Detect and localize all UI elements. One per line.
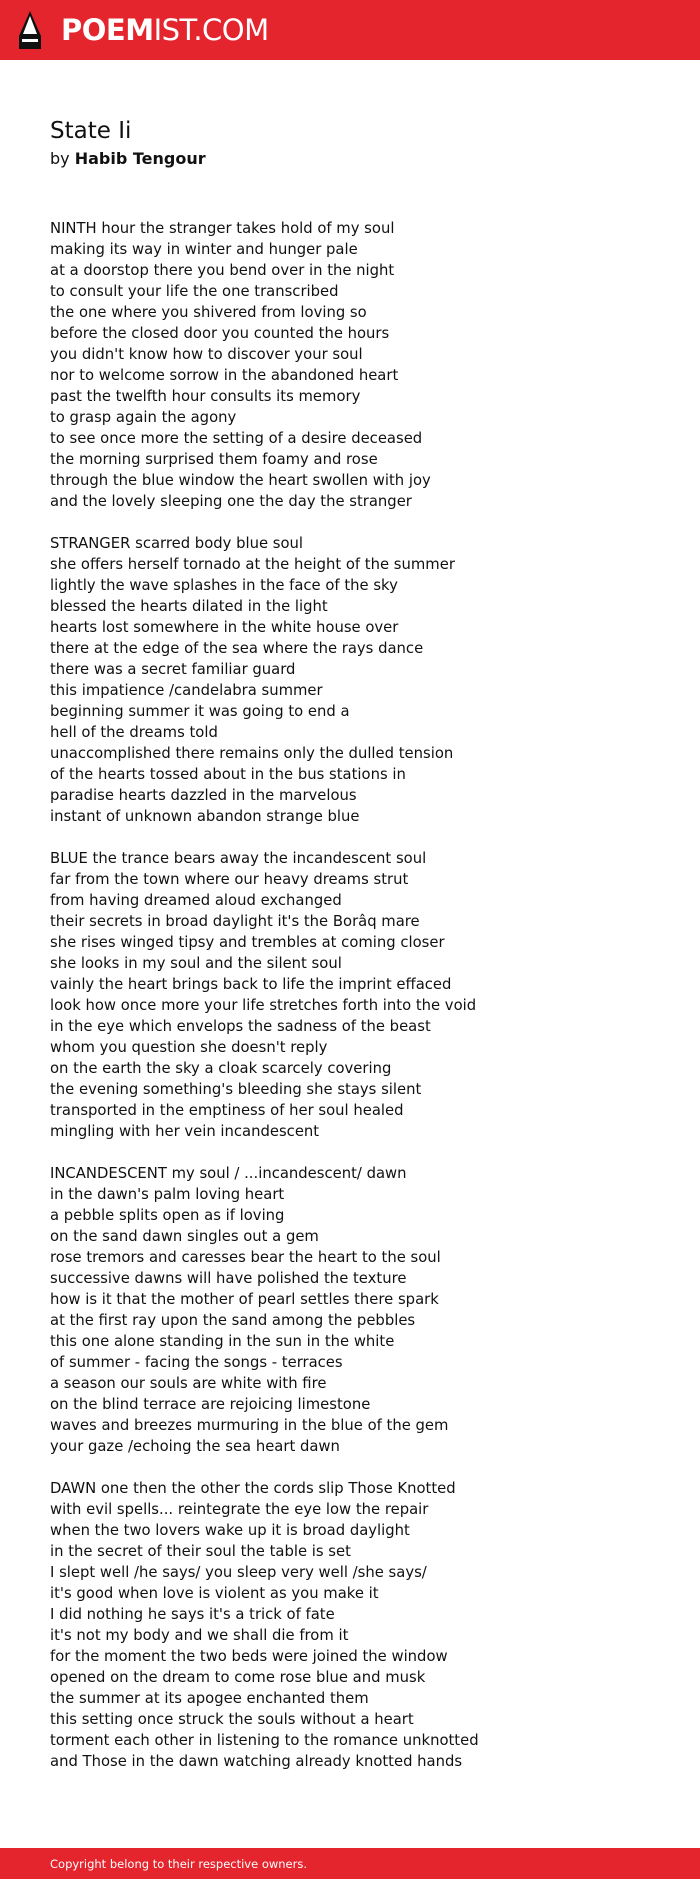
- poem-line: look how once more your life stretches forth into the void: [50, 997, 477, 1014]
- by-label: by: [50, 149, 70, 168]
- poem-line: for the moment the two beds were joined the window: [50, 1648, 448, 1665]
- poem-line: I did nothing he says it's a trick of fate: [50, 1606, 335, 1623]
- poem-line: and the lovely sleeping one the day the stranger: [50, 493, 412, 510]
- poem-stanza: [50, 1163, 670, 1457]
- poem-line: at a doorstop there you bend over in the night: [50, 262, 395, 279]
- poem-line: on the blind terrace are rejoicing limestone: [50, 1396, 371, 1413]
- poem-line: their secrets in broad daylight it's the Borâq mare: [50, 913, 420, 930]
- poem-line: she offers herself tornado at the height of the summer: [50, 556, 455, 573]
- poem-line: torment each other in listening to the romance unknotted: [50, 1732, 479, 1749]
- poem-line: to see once more the setting of a desire deceased: [50, 430, 423, 447]
- pen-nib-icon[interactable]: [18, 10, 42, 50]
- poem-line: I slept well /he says/ you sleep very well /she says/: [50, 1564, 427, 1581]
- poem-line: transported in the emptiness of her soul healed: [50, 1102, 404, 1119]
- poem-line: before the closed door you counted the hours: [50, 325, 390, 342]
- poem-line: paradise hearts dazzled in the marvelous: [50, 787, 357, 804]
- poem-line: on the sand dawn singles out a gem: [50, 1228, 319, 1245]
- poem-line: and Those in the dawn watching already knotted hands: [50, 1753, 463, 1770]
- poem-line: STRANGER scarred body blue soul: [50, 535, 304, 552]
- poem-line: beginning summer it was going to end a: [50, 703, 350, 720]
- poem-line: DAWN one then the other the cords slip Those Knotted: [50, 1480, 456, 1497]
- poem-line: hell of the dreams told: [50, 724, 218, 741]
- poem-line: whom you question she doesn't reply: [50, 1039, 328, 1056]
- poem-stanza: [50, 1478, 670, 1772]
- poem-line: lightly the wave splashes in the face of the sky: [50, 577, 398, 594]
- logo-light-text: IST.COM: [153, 13, 269, 47]
- poem-line: it's not my body and we shall die from it: [50, 1627, 349, 1644]
- poem-line: the evening something's bleeding she stays silent: [50, 1081, 422, 1098]
- poem-line: unaccomplished there remains only the dulled tension: [50, 745, 454, 762]
- poem-line: she looks in my soul and the silent soul: [50, 955, 342, 972]
- poem-line: waves and breezes murmuring in the blue of the gem: [50, 1417, 449, 1434]
- poem-line: on the earth the sky a cloak scarcely covering: [50, 1060, 392, 1077]
- poem-line: INCANDESCENT my soul / ...incandescent/ dawn: [50, 1165, 407, 1182]
- poem-line: opened on the dream to come rose blue and musk: [50, 1669, 426, 1686]
- poem-line: the one where you shivered from loving so: [50, 304, 367, 321]
- poem-line: in the dawn's palm loving heart: [50, 1186, 285, 1203]
- poem-line: your gaze /echoing the sea heart dawn: [50, 1438, 340, 1455]
- poem-line: successive dawns will have polished the texture: [50, 1270, 407, 1287]
- poem-line: when the two lovers wake up it is broad daylight: [50, 1522, 410, 1539]
- poem-line: from having dreamed aloud exchanged: [50, 892, 342, 909]
- logo-bold-text: POEM: [61, 13, 154, 47]
- poem-title: State Ii: [50, 118, 132, 144]
- poem-line: BLUE the trance bears away the incandescent soul: [50, 850, 427, 867]
- poem-line: instant of unknown abandon strange blue: [50, 808, 360, 825]
- poem-line: a pebble splits open as if loving: [50, 1207, 285, 1224]
- poem-line: you didn't know how to discover your soul: [50, 346, 363, 363]
- byline: [50, 148, 206, 170]
- poem-line: blessed the hearts dilated in the light: [50, 598, 328, 615]
- copyright-notice: Copyright belong to their respective owners.: [50, 1857, 308, 1871]
- poem-line: hearts lost somewhere in the white house over: [50, 619, 399, 636]
- poem-line: this one alone standing in the sun in the white: [50, 1333, 395, 1350]
- poem-line: it's good when love is violent as you make it: [50, 1585, 379, 1602]
- poem-line: making its way in winter and hunger pale: [50, 241, 358, 258]
- poem-line: a season our souls are white with fire: [50, 1375, 327, 1392]
- poem-line: the morning surprised them foamy and rose: [50, 451, 378, 468]
- poem-line: far from the town where our heavy dreams strut: [50, 871, 409, 888]
- poem-stanza: [50, 218, 670, 512]
- poem-stanza: [50, 533, 670, 827]
- site-footer: [0, 1848, 700, 1879]
- poem-line: of the hearts tossed about in the bus stations in: [50, 766, 406, 783]
- poem-line: at the first ray upon the sand among the pebbles: [50, 1312, 416, 1329]
- poem-line: with evil spells... reintegrate the eye low the repair: [50, 1501, 429, 1518]
- site-logo[interactable]: [61, 11, 269, 49]
- poem-body: [50, 218, 670, 1793]
- poem-stanza: [50, 848, 670, 1142]
- poem-line: in the eye which envelops the sadness of the beast: [50, 1018, 431, 1035]
- poem-line: this impatience /candelabra summer: [50, 682, 323, 699]
- site-header: [0, 0, 700, 60]
- poem-line: the summer at its apogee enchanted them: [50, 1690, 369, 1707]
- poem-line: through the blue window the heart swollen with joy: [50, 472, 431, 489]
- poem-line: in the secret of their soul the table is set: [50, 1543, 351, 1560]
- poem-line: she rises winged tipsy and trembles at coming closer: [50, 934, 445, 951]
- poem-line: vainly the heart brings back to life the imprint effaced: [50, 976, 452, 993]
- poem-line: of summer - facing the songs - terraces: [50, 1354, 343, 1371]
- poem-line: how is it that the mother of pearl settles there spark: [50, 1291, 439, 1308]
- author-name[interactable]: Habib Tengour: [74, 149, 206, 168]
- poem-line: there at the edge of the sea where the rays dance: [50, 640, 424, 657]
- poem-line: NINTH hour the stranger takes hold of my soul: [50, 220, 395, 237]
- poem-line: rose tremors and caresses bear the heart to the soul: [50, 1249, 441, 1266]
- poem-line: to consult your life the one transcribed: [50, 283, 339, 300]
- poem-line: to grasp again the agony: [50, 409, 237, 426]
- poem-line: past the twelfth hour consults its memory: [50, 388, 361, 405]
- poem-line: mingling with her vein incandescent: [50, 1123, 320, 1140]
- poem-line: this setting once struck the souls without a heart: [50, 1711, 414, 1728]
- poem-line: nor to welcome sorrow in the abandoned heart: [50, 367, 399, 384]
- poem-line: there was a secret familiar guard: [50, 661, 296, 678]
